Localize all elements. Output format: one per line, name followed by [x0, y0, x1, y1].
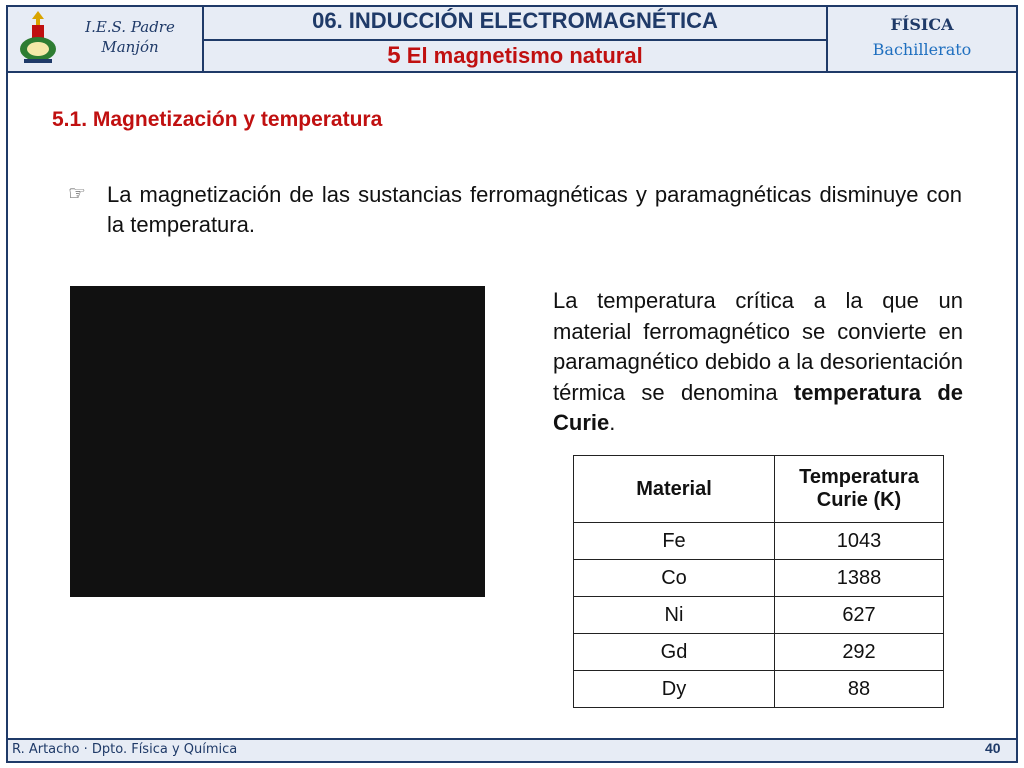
header-material: Material [574, 456, 775, 523]
section-title-text: El magnetismo natural [406, 43, 643, 68]
table-row [574, 671, 944, 708]
table-row [574, 523, 944, 560]
section-title [204, 42, 826, 70]
material-cell: Dy [574, 671, 775, 708]
table-row [574, 634, 944, 671]
subsection-heading: 5.1. Magnetización y temperatura [52, 108, 383, 131]
header-divider [204, 39, 826, 41]
curie-paragraph [553, 286, 963, 439]
footer-author: R. Artacho · Dpto. Física y Química [12, 742, 238, 757]
temperature-cell: 292 [775, 634, 944, 671]
level-label: Bachillerato [872, 40, 972, 59]
material-cell: Ni [574, 597, 775, 634]
temperature-cell: 1388 [775, 560, 944, 597]
curie-term: temperatura de Curie [553, 379, 963, 435]
figure-image [70, 286, 485, 597]
page-number: 40 [985, 740, 1001, 756]
temperature-cell: 627 [775, 597, 944, 634]
subject-label: FÍSICA [890, 15, 954, 34]
unit-title: 06. INDUCCIÓN ELECTROMAGNÉTICA [312, 8, 718, 33]
school-logo [14, 9, 62, 67]
header-curie-temp: Temperatura Curie (K) [775, 456, 944, 523]
school-name: I.E.S. Padre Manjón [85, 18, 175, 56]
curie-table [573, 455, 944, 708]
material-cell: Co [574, 560, 775, 597]
table-row [574, 597, 944, 634]
section-number: 5 [387, 42, 401, 69]
temperature-cell: 1043 [775, 523, 944, 560]
curie-paragraph-intro: La temperatura crítica a la que un material ferromagnético se convierte en paramagnético debido a la desorientación térmica se denomina [553, 288, 963, 405]
temperature-cell: 88 [775, 671, 944, 708]
material-cell: Gd [574, 634, 775, 671]
pointing-hand-icon: ☞ [68, 183, 86, 205]
table-header-row [574, 456, 944, 523]
curie-paragraph-end: . [609, 410, 616, 435]
table-row [574, 560, 944, 597]
material-cell: Fe [574, 523, 775, 560]
bullet-text: La magnetización de las sustancias ferromagnéticas y paramagnéticas disminuye con la temperatura. [107, 182, 962, 237]
